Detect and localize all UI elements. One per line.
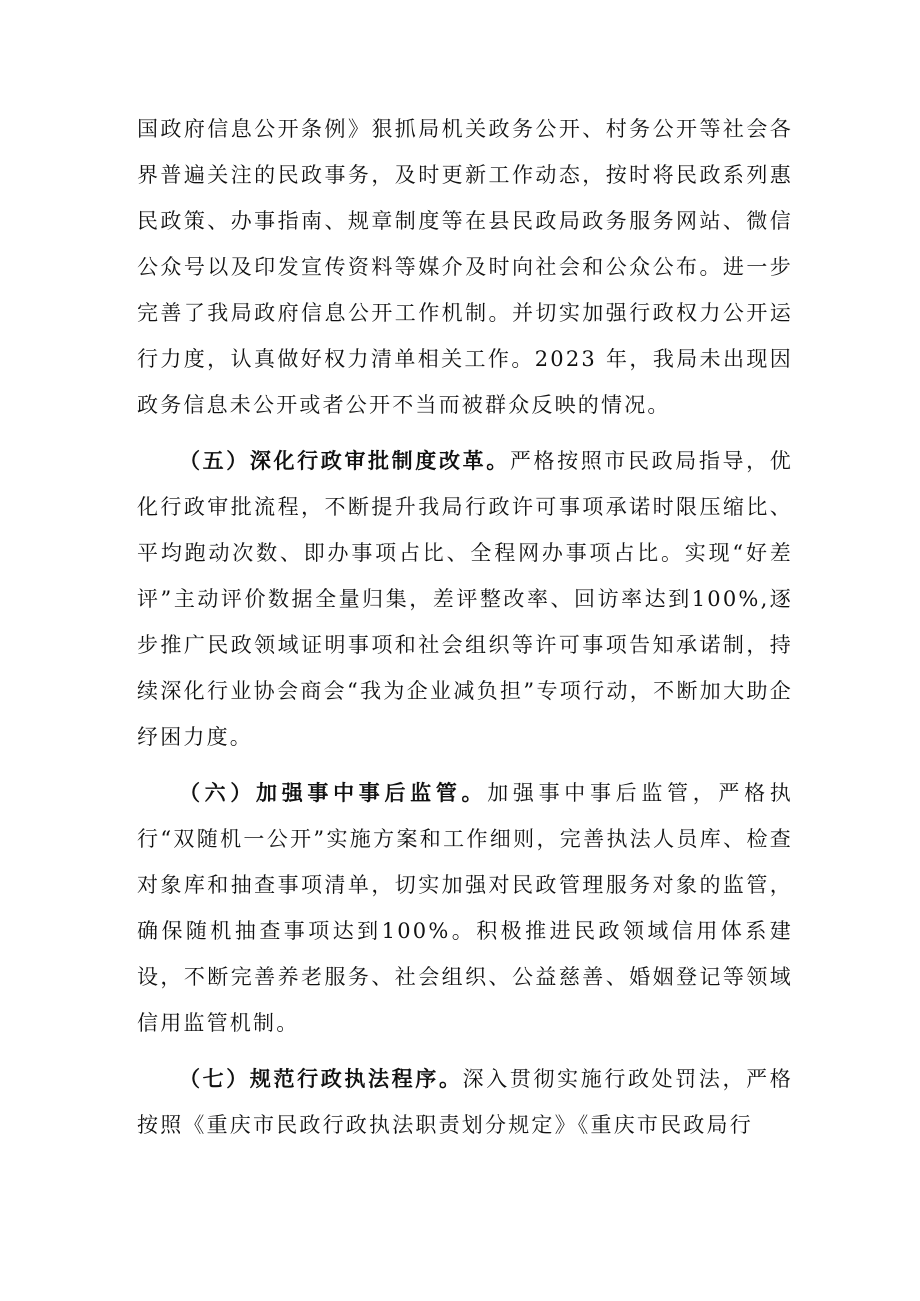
paragraph-3-supervision	[137, 770, 793, 1046]
paragraph-3-heading: （六）加强事中事后监管。	[179, 781, 488, 805]
document-body	[137, 106, 793, 1148]
paragraph-4-text: 深入贯彻实施行政处罚法，严格按照《重庆市民政行政执法职责划分规定》《重庆市民政局行	[137, 1067, 793, 1137]
paragraph-4-heading: （七）规范行政执法程序。	[179, 1067, 463, 1091]
paragraph-4-enforcement	[137, 1056, 793, 1148]
paragraph-1	[137, 106, 793, 428]
paragraph-3-text: 加强事中事后监管，严格执行“双随机一公开”实施方案和工作细则，完善执法人员库、检查对象库和抽查事项清单，切实加强对民政管理服务对象的监管，确保随机抽查事项达到100%。积极推进民政领域信用体系建设，不断完善养老服务、社会组织、公益慈善、婚姻登记等领域信用监管机制。	[137, 781, 793, 1035]
paragraph-1-text: 国政府信息公开条例》狠抓局机关政务公开、村务公开等社会各界普遍关注的民政事务，及时更新工作动态，按时将民政系列惠民政策、办事指南、规章制度等在县民政局政务服务网站、微信公众号以及印发宣传资料等媒介及时向社会和公众公布。进一步完善了我局政府信息公开工作机制。并切实加强行政权力公开运行力度，认真做好权力清单相关工作。2023 年，我局未出现因政务信息未公开或者公开不当而被群众反映的情况。	[137, 117, 793, 417]
paragraph-2-review-reform	[137, 438, 793, 760]
paragraph-2-heading: （五）深化行政审批制度改革。	[179, 449, 510, 473]
paragraph-2-text: 严格按照市民政局指导，优化行政审批流程，不断提升我局行政许可事项承诺时限压缩比、平均跑动次数、即办事项占比、全程网办事项占比。实现“好差评”主动评价数据全量归集，差评整改率、回访率达到100%,逐步推广民政领域证明事项和社会组织等许可事项告知承诺制，持续深化行业协会商会“我为企业减负担”专项行动，不断加大助企纾困力度。	[137, 449, 793, 749]
